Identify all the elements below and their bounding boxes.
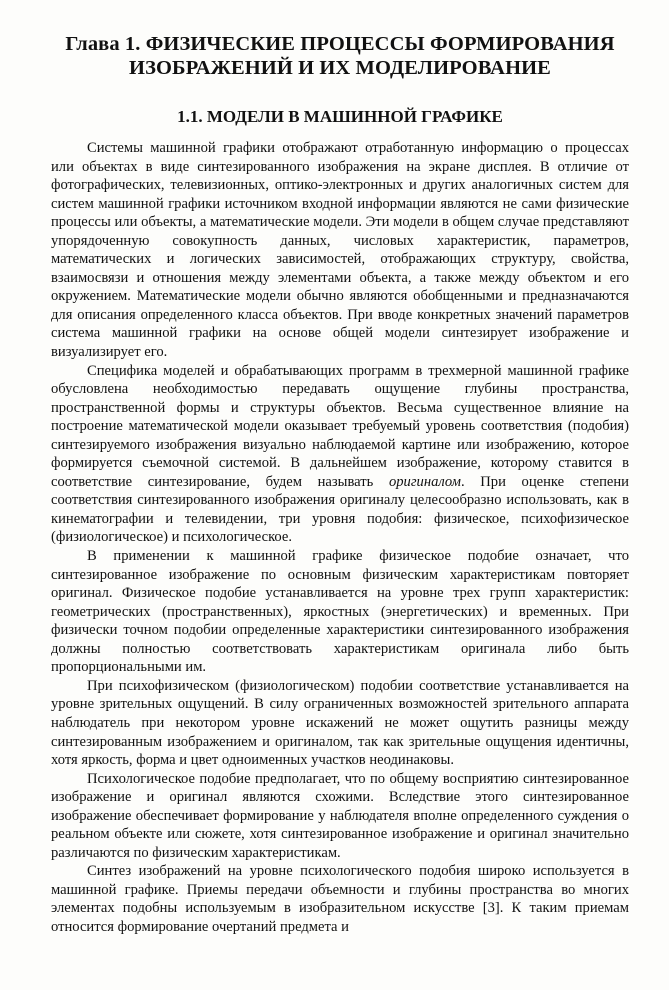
chapter-title-line-2: ИЗОБРАЖЕНИЙ И ИХ МОДЕЛИРОВАНИЕ [129,57,551,79]
paragraph-6: Синтез изображений на уровне психологического подобия широко используется в машинной графике. Приемы передачи объемности и глубины пространства во многих элементах подобны используемым в изобразительном искусстве [3]. К таким приемам относится формирование очертаний предмета и [51,863,629,935]
section-title: 1.1. МОДЕЛИ В МАШИННОЙ ГРАФИКЕ [177,107,503,126]
chapter-title [51,32,629,80]
emphasis-original: оригиналом [388,473,461,490]
chapter-title-line-1: Глава 1. ФИЗИЧЕСКИЕ ПРОЦЕССЫ ФОРМИРОВАНИЯ [65,33,615,55]
paragraph-2-text-b: . При оценке степени соответствия синтезированного изображения оригиналу целесообразно использовать, как в кинематографии и телевидении, три уровня подобия: физическое, психофизическое (физиологическое) и психологическое. [51,473,629,546]
paragraph-1: Системы машинной графики отображают отработанную информацию о процессах или объектах в виде синтезированного изображения на экране дисплея. В отличие от фотографических, телевизионных, оптико-электронных и других аналогичных систем для систем машинной графики источником входной информации являются не сами физические процессы или объекты, а математические модели. Эти модели в общем случае представляют упорядоченную совокупность данных, числовых характеристик, параметров, математических и логических зависимостей, отображающих структуру, свойства, взаимосвязи и отношения между элементами объекта, а также между объектом и его окружением. Математические модели обычно являются обобщенными и предназначаются для описания определенного класса объектов. При вводе конкретных значений параметров система машинной графики на основе общей модели синтезирует изображение и визуализирует его. [51,140,629,361]
paragraph-2-text-a: Специфика моделей и обрабатывающих программ в трехмерной машинной графике обусловлена необходимостью передавать ощущение глубины пространства, пространственной формы и структуры объектов. Весьма существенное влияние на построение математической модели оказывает требуемый уровень соответствия (подобия) синтезируемого изображения визуально наблюдаемой картине или изображению, которое формируется съемочной системой. В дальнейшем изображение, которому ставится в соответствие синтезирование, будем называть [51,362,629,490]
paragraph-2 [51,362,629,547]
paragraph-5: Психологическое подобие предполагает, что по общему восприятию синтезированное изображение и оригинал являются схожими. Вследствие этого синтезированное изображение обеспечивает формирование у наблюдателя вполне определенного суждения о реальном объекте или сюжете, хотя синтезированное изображение и оригинал значительно различаются по физическим характеристикам. [51,770,629,861]
paragraph-3: В применении к машинной графике физическое подобие означает, что синтезированное изображение по основным физическим характеристикам повторяет оригинал. Физическое подобие устанавливается на уровне трех групп характеристик: геометрических (пространственных), яркостных (энергетических) и временных. При физически точном подобии определенные характеристики синтезированного изображения должны полностью соответствовать характеристикам оригинала либо быть пропорциональными им. [51,548,629,676]
paragraph-4: При психофизическом (физиологическом) подобии соответствие устанавливается на уровне зрительных ощущений. В силу ограниченных возможностей зрительного аппарата наблюдатель при некотором уровне искажений не может ощутить разницы между синтезированным изображением и оригиналом, так как зрительные ощущения идентичны, хотя яркость, форма и цвет одноименных участков неодинаковы. [51,677,629,769]
body-text [51,139,629,937]
